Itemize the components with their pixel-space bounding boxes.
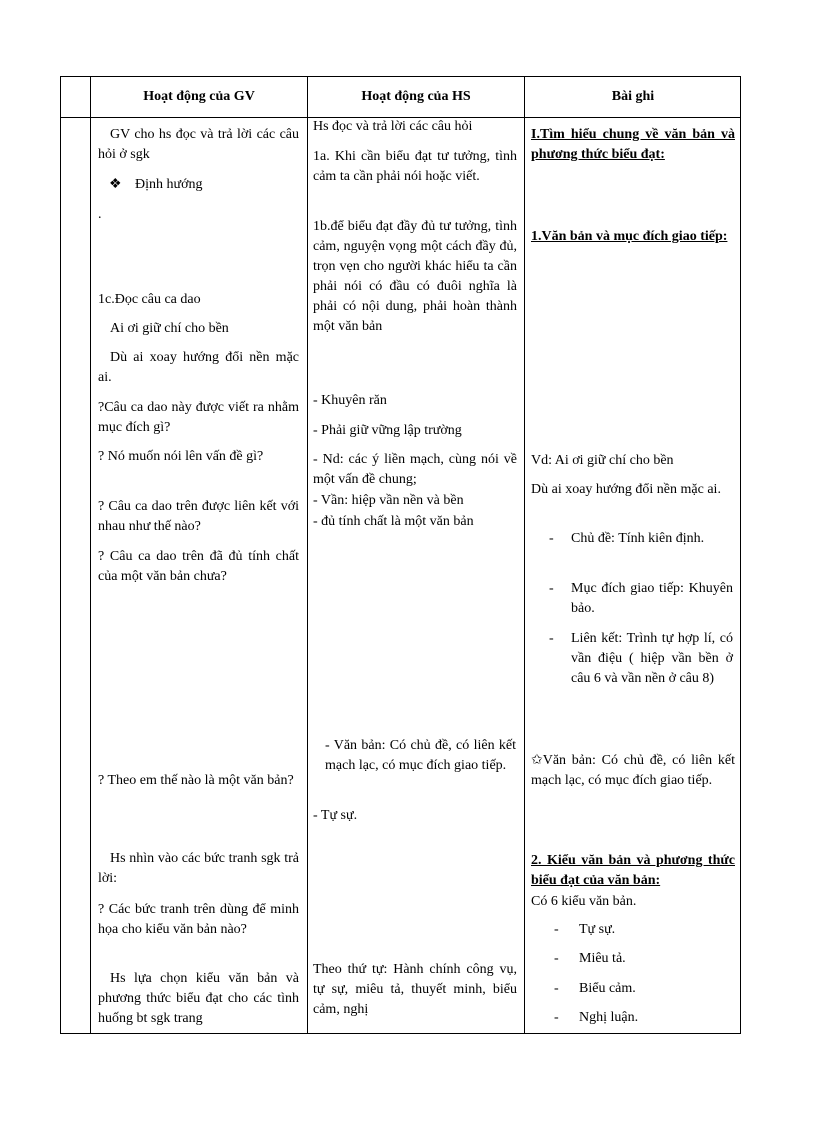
bg-section-1-1-title (531, 227, 735, 247)
hs-theo-thu-tu: Theo thứ tự: Hành chính công vụ, tự sự, miêu tả, thuyết minh, biểu cảm, nghị (313, 962, 517, 1017)
bg-dash: - (554, 1010, 559, 1025)
gv-dot: . (98, 207, 102, 222)
gv-question-complete: ? Câu ca dao trên đã đủ tính chất của một văn bản chưa? (98, 549, 299, 584)
bg-dash: - (549, 631, 554, 646)
bg-muc-dich: Mục đích giao tiếp: Khuyên bảo. (571, 581, 733, 616)
header-hs: Hoạt động của HS (361, 89, 471, 104)
gv-pictures: Hs nhìn vào các bức tranh sgk trả lời: (98, 851, 299, 886)
column-divider (90, 77, 91, 1033)
bg-vd-line1: Vd: Ai ơi giữ chí cho bền (531, 453, 674, 468)
hs-tinh-chat: - đủ tính chất là một văn bản (313, 514, 474, 529)
hs-khuyen-ran: - Khuyên răn (313, 393, 387, 408)
bg-dash: - (554, 922, 559, 937)
bg-lien-ket: Liên kết: Trình tự hợp lí, có vần điệu ( hiệp vần bền ở câu 6 và vần nền ở câu 8) (571, 631, 733, 686)
bg-vd-line2: Dù ai xoay hướng đổi nền mặc ai. (531, 482, 721, 497)
hs-tu-su: - Tự sự. (313, 808, 358, 823)
bg-van-ban-def (531, 751, 735, 791)
gv-doc-ca-dao: 1c.Đọc câu ca dao (98, 292, 201, 307)
gv-intro: GV cho hs đọc và trả lời các câu hỏi ở sgk (98, 127, 299, 162)
hs-answer-1b: 1b.để biểu đạt đầy đủ tư tưởng, tình cảm, nguyện vọng một cách đầy đủ, trọn vẹn cho người khác hiểu ta cần phải nói có đầu có đuôi nghĩa là phải có nội dung, phải hoàn thành một văn bản (313, 219, 517, 334)
bg-section-1-title (531, 125, 735, 165)
bullet-icon: ❖ (109, 177, 122, 192)
column-divider (307, 77, 308, 1033)
gv-question-pictures: ? Các bức tranh trên dùng để minh họa cho kiểu văn bản nào? (98, 902, 299, 937)
gv-question-topic: ? Nó muốn nói lên vấn đề gì? (98, 449, 264, 464)
hs-van-ban-def: - Văn bản: Có chủ đề, có liên kết mạch lạc, có mục đích giao tiếp. (325, 738, 516, 773)
bg-dash: - (549, 581, 554, 596)
hs-intro: Hs đọc và trả lời các câu hỏi (313, 119, 473, 134)
bg-type-nghi-luan: Nghị luận. (579, 1010, 639, 1025)
lesson-table (60, 76, 741, 1034)
header-gv: Hoạt động của GV (143, 89, 255, 104)
gv-ca-dao-line2: Dù ai xoay hướng đổi nền mặc ai. (98, 350, 299, 385)
bg-section-1-1-text: 1.Văn bản và mục đích giao tiếp: (531, 229, 728, 244)
gv-question-purpose: ?Câu ca dao này được viết ra nhằm mục đích gì? (98, 400, 299, 435)
hs-van: - Vần: hiệp vần nền và bền (313, 493, 464, 508)
hs-noi-dung: - Nd: các ý liền mạch, cùng nói về một vấn đề chung; (313, 452, 517, 487)
bg-type-mieu-ta: Miêu tả. (579, 951, 626, 966)
bg-chu-de: Chủ đề: Tính kiên định. (571, 531, 705, 546)
hs-answer-1a: 1a. Khi cần biểu đạt tư tưởng, tình cảm ta cần phải nói hoặc viết. (313, 149, 517, 184)
bg-dash: - (554, 981, 559, 996)
bg-six-types: Có 6 kiểu văn bản. (531, 894, 637, 909)
star-icon: ✩ (531, 753, 543, 768)
gv-dinh-huong: Định hướng (135, 177, 203, 192)
bg-section-2-text: 2. Kiểu văn bản và phương thức biểu đạt của văn bản: (531, 853, 735, 888)
header-bai-ghi: Bài ghi (611, 89, 655, 104)
bg-section-1-text: I.Tìm hiểu chung về văn bản và phương thức biểu đạt: (531, 127, 735, 162)
gv-question-link: ? Câu ca dao trên được liên kết với nhau như thế nào? (98, 499, 299, 534)
bg-section-2-title (531, 851, 735, 891)
bg-type-tu-su: Tự sự. (579, 922, 616, 937)
bg-van-ban-text: Văn bản: Có chủ đề, có liên kết mạch lạc, có mục đích giao tiếp. (531, 753, 735, 788)
gv-exercise: Hs lựa chọn kiểu văn bản và phương thức biểu đạt cho các tình huống bt sgk trang (98, 971, 299, 1026)
gv-question-vanban: ? Theo em thế nào là một văn bản? (98, 773, 294, 788)
column-divider (524, 77, 525, 1033)
bg-type-bieu-cam: Biểu cảm. (579, 981, 636, 996)
gv-ca-dao-line1: Ai ơi giữ chí cho bền (110, 321, 229, 336)
bg-dash: - (549, 531, 554, 546)
hs-lap-truong: - Phải giữ vững lập trường (313, 423, 462, 438)
bg-dash: - (554, 951, 559, 966)
